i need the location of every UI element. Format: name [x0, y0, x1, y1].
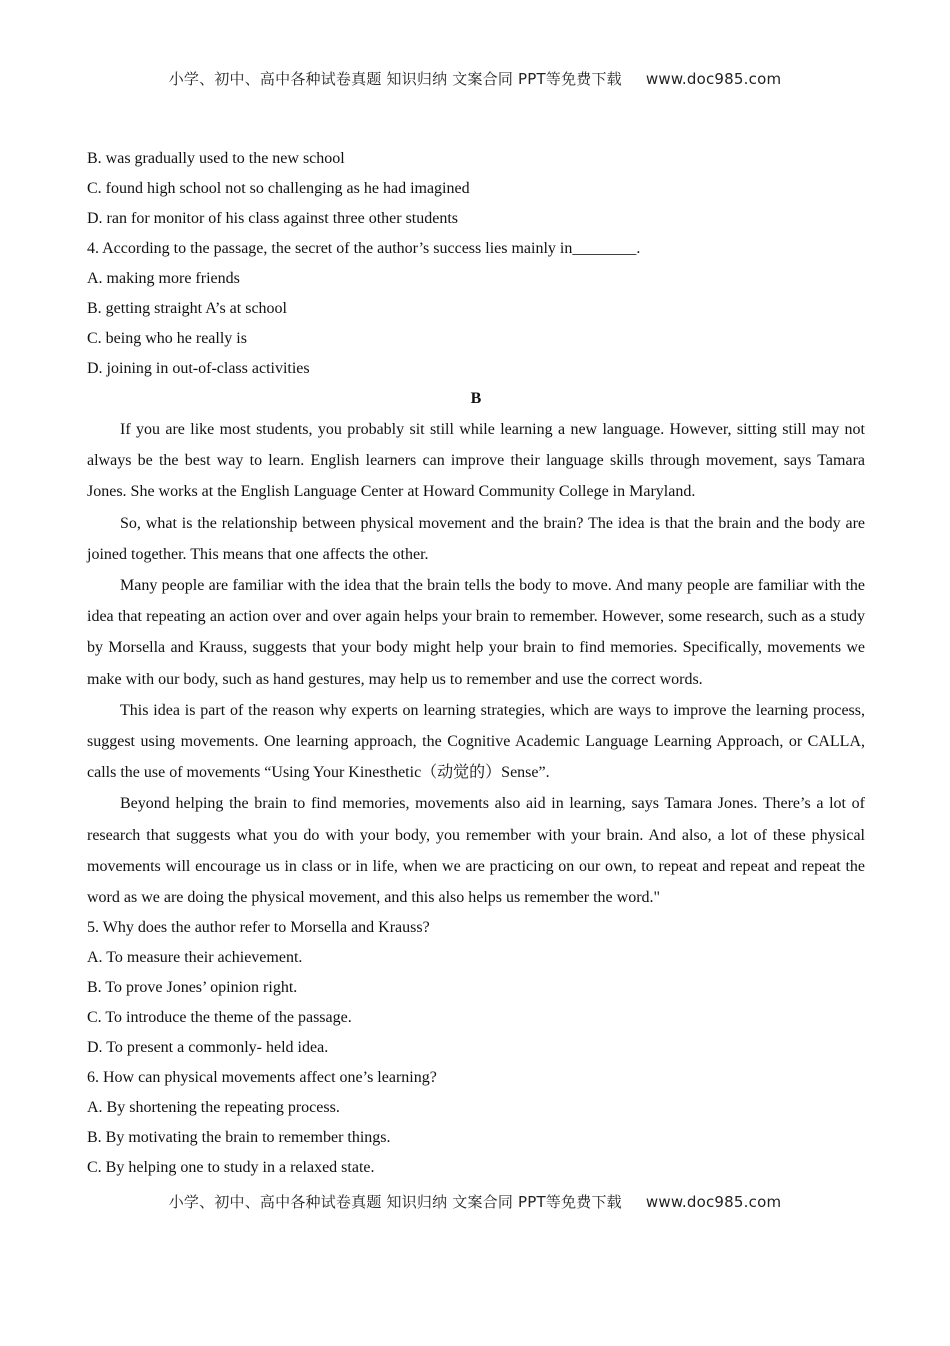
- footer-text: 小学、初中、高中各种试卷真题 知识归纳 文案合同 PPT等免费下载: [168, 1193, 622, 1211]
- header-site-link[interactable]: www.doc985.com: [645, 70, 782, 88]
- passage-paragraph-4: This idea is part of the reason why experts on learning strategies, which are ways to improve the learning process, suggest using movements. One learning approach, the Cognitive Academic Language Learning Approach, or CALLA, calls the use of movements “Using Your Kinesthetic（动觉的）Sense”.: [87, 701, 865, 782]
- q4-question: 4. According to the passage, the secret of the author’s success lies mainly in________.: [87, 240, 641, 257]
- q3-option-c: C. found high school not so challenging as he had imagined: [87, 180, 470, 197]
- passage-paragraph-2: So, what is the relationship between physical movement and the brain? The idea is that the brain and the body are joined together. This means that one affects the other.: [87, 514, 865, 563]
- header-text: 小学、初中、高中各种试卷真题 知识归纳 文案合同 PPT等免费下载: [168, 70, 622, 88]
- q4-option-d: D. joining in out-of-class activities: [87, 360, 310, 377]
- q3-option-d: D. ran for monitor of his class against three other students: [87, 210, 459, 227]
- page-header: [0, 68, 950, 89]
- q5-option-d: D. To present a commonly- held idea.: [87, 1039, 329, 1057]
- q6-option-a: A. By shortening the repeating process.: [87, 1099, 340, 1117]
- passage-paragraph-5: Beyond helping the brain to find memories, movements also aid in learning, says Tamara Jones. There’s a lot of research that suggests what you do with your body, you remember with your brain. And also, a lot of these physical movements will encourage us in class or in life, when we are practicing on our own, to repeat and repeat and repeat the word as we are doing the physical movement, and this also helps us remember the word.": [87, 795, 865, 907]
- q5-option-a: A. To measure their achievement.: [87, 949, 303, 967]
- q6-question: 6. How can physical movements affect one’s learning?: [87, 1069, 437, 1087]
- q3-option-b: B. was gradually used to the new school: [87, 150, 345, 167]
- page-footer: [0, 1191, 950, 1212]
- q5-option-c: C. To introduce the theme of the passage.: [87, 1009, 352, 1027]
- q6-option-c: C. By helping one to study in a relaxed state.: [87, 1159, 375, 1177]
- document-body: [87, 144, 865, 1183]
- q6-option-b: B. By motivating the brain to remember things.: [87, 1129, 391, 1147]
- q4-option-c: C. being who he really is: [87, 330, 247, 347]
- q4-option-b: B. getting straight A’s at school: [87, 300, 287, 317]
- passage-paragraph-3: Many people are familiar with the idea that the brain tells the body to move. And many people are familiar with the idea that repeating an action over and over again helps your brain to remember. However, some research, such as a study by Morsella and Krauss, suggests that your body might help your brain to find memories. Specifically, movements we make with our body, such as hand gestures, may help us to remember and use the correct words.: [87, 577, 865, 688]
- footer-site-link[interactable]: www.doc985.com: [645, 1193, 782, 1211]
- q5-question: 5. Why does the author refer to Morsella and Krauss?: [87, 919, 430, 937]
- q4-option-a: A. making more friends: [87, 270, 240, 287]
- q5-option-b: B. To prove Jones’ opinion right.: [87, 979, 298, 997]
- section-b-title: B: [470, 390, 482, 407]
- passage-paragraph-1: If you are like most students, you probably sit still while learning a new language. However, sitting still may not always be the best way to learn. English learners can improve their language skills through movement, says Tamara Jones. She works at the English Language Center at Howard Community College in Maryland.: [87, 421, 865, 501]
